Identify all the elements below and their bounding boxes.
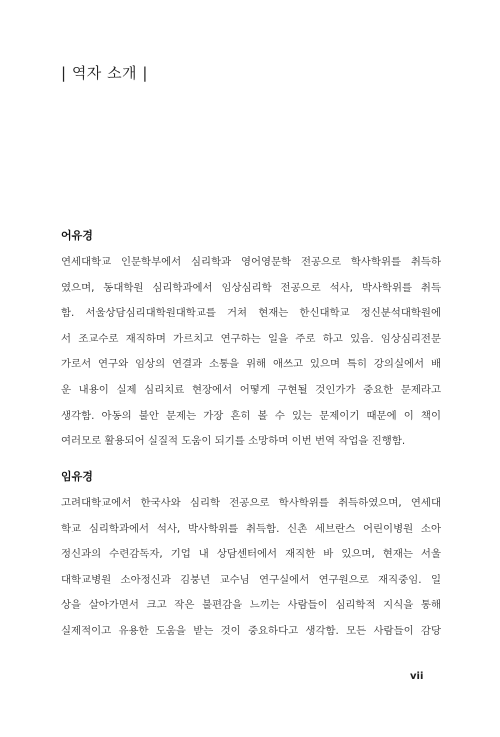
bio-line: 대학교병원 소아정신과 김붕년 교수님 연구실에서 연구원으로 재직중임. 일 — [61, 573, 441, 586]
bio-line: 가로서 연구와 임상의 연결과 소통을 위해 애쓰고 있으며 특히 강의실에서 배 — [61, 358, 441, 371]
bio-line: 생각함. 아동의 불안 문제는 가장 흔히 볼 수 있는 문제이기 때문에 이 책이 — [61, 409, 441, 422]
page-title: | 역자 소개 | — [61, 64, 148, 82]
bio-line: 여러모로 활용되어 실질적 도움이 되기를 소망하며 이번 번역 작업을 진행함. — [61, 435, 406, 448]
bio-line: 함. 서울상담심리대학원대학교를 거쳐 현재는 한신대학교 정신분석대학원에 — [61, 307, 441, 320]
bio-line: 고려대학교에서 한국사와 심리학 전공으로 학사학위를 취득하였으며, 연세대 — [61, 497, 441, 509]
bio-line: 상을 살아가면서 크고 작은 불편감을 느끼는 사람들이 심리학적 지식을 통해 — [61, 599, 441, 612]
translator-section-1 — [61, 227, 441, 455]
bio-line: 였으며, 동대학원 심리학과에서 임상심리학 전공으로 석사, 박사학위를 취득 — [61, 281, 441, 294]
translator-name: 어유경 — [61, 229, 93, 242]
bio-line: 운 내용이 실제 심리치료 현장에서 어떻게 구현될 것인가가 중요한 문제라고 — [61, 383, 441, 396]
translator-section-2 — [61, 468, 441, 645]
translator-bio — [61, 491, 441, 645]
translator-name: 임유경 — [61, 470, 93, 483]
page-number: vii — [410, 671, 424, 682]
bio-line: 실제적이고 유용한 도움을 받는 것이 중요하다고 생각함. 모든 사람들이 감당 — [61, 624, 441, 637]
bio-line: 서 조교수로 재직하며 가르치고 연구하는 일을 주로 하고 있음. 임상심리전문 — [61, 332, 441, 345]
translator-bio — [61, 250, 441, 455]
bio-line: 정신과의 수련감독자, 기업 내 상담센터에서 재직한 바 있으며, 현재는 서울 — [61, 548, 441, 561]
bio-line: 연세대학교 인문학부에서 심리학과 영어영문학 전공으로 학사학위를 취득하 — [61, 256, 441, 268]
bio-line: 학교 심리학과에서 석사, 박사학위를 취득함. 신촌 세브란스 어린이병원 소아 — [61, 522, 441, 535]
